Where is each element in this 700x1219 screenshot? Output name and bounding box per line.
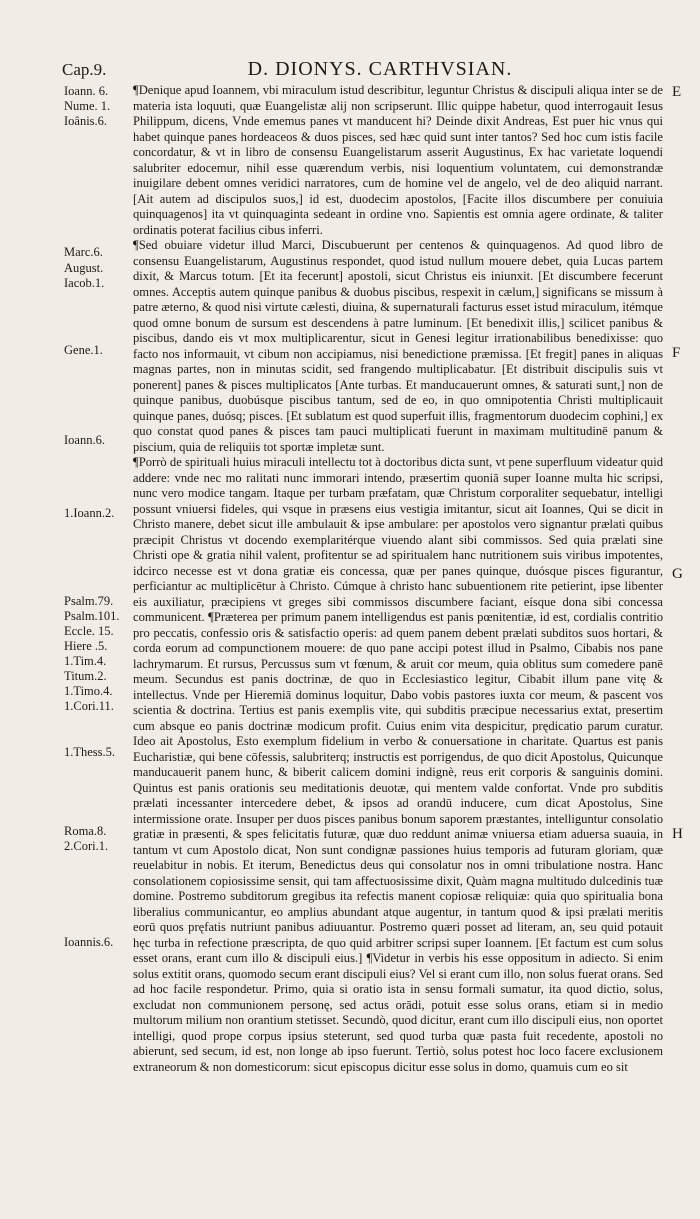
margin-ref: Ioann. 6.: [64, 84, 109, 98]
section-letter: G: [672, 566, 683, 582]
paragraph: ¶Porrò de spirituali huius miraculi intellectu tot à doctoribus dicta sunt, vt pene superfluum videatur quid addere: vnde nec mo ralitati nunc immorari intendo, præsertim quoniā super Ioanne multa hic scripsi, nunc vero modice tangam. Itaque per turbam præfatam, quæ Christum corporaliter sequebatur, intelligi possunt vniuersi fideles, qui vsque in præsens eius vestigia imitantur, sicut ait Ioannes, Qui se dicit in Christo manere, debet sicut ille ambulauit & ipse ambulare: per apostolos vero signantur prælati quibus præcipit Christus vt docendo exemplaritérque viuendo alant sibi commissos. Sed quia prælati sine Christi ope & gratia nihil valent, profitentur se ad spiritualem hanc nutritionem suis viribus impotentes, idcirco necesse est vt dona gratiæ eis concessa, quæ per panes quinque, duósque pisces figurantur, perficiantur ac multiplicētur à Christo. Cúmque à christo hanc subuentionem rite petierint, ipse libenter eis auxiliatur, præcipiens vt greges sibi commissos discumbere faciant, eísque dona sibi concessa communicent. ¶Præterea per primum panem intelligendus est panis pœnitentiæ, id est, cordialis contritio pro peccatis, confessio oris & satisfactio operis: ad quem panem debent prælati subditos suos hortari, & corda eorum ad compunctionem mouere: de quo pane accipi potest illud in Psalmo, Cibabis nos pane lachrymarum. Et rursus, Percussus sum vt fœnum, & aruit cor meum, quia oblitus sum comedere panē meum. Secundus est panis doctrinæ, de quo in Ecclesiastico legitur, Cibabit illum pane vitę & intellectus. Vnde per Hieremiā dominus loquitur, Dabo vobis pastores iuxta cor meum, & pascent vos scientia & doctrina. Tertius est panis exemplis vite, qui subditis præcipue necessarius extat, presertim cum absque eo panis doctrinæ modicum profit. Cuius enim vita despicitur, prędicatio parum curatur. Ideo ait Apostolus, Esto exemplum fidelium in verbo & conuersatione in charitate. Quartus est panis Eucharistiæ, qui bene cōfessis, salubriterq; instructis est porrigendus, de quo dicit Apostolus, Quicunque manducauerit panem hunc, & biberit calicem domini indignè, reus erit corporis & sanguinis domini. Quintus est panis orationis seu meditationis deuotæ, qui mentem valde confortat. Vnde pro subditis prælati incessanter intercedere debet, & ipsos ad orandū inducere, cum dicat Apostolus, Sine intermissione orate. Insuper per duos pisces panibus bonum saporem præstantes, intelliguntur consolatio gratiæ in præsenti, & spes felicitatis futuræ, quæ duo reddunt animæ vniuersa etiam aduersa suauia, in tantum vt cum Apostolo dicat, Non sunt condignæ passiones huius temporis ad futuram gloriam, quæ reuelabitur in nobis. Et iterum, Benedictus deus qui consolatur nos in omni tribulatione nostra. Hanc consolationem copiosissime sensit, qui tam affectuosissime dixit, Quàm magna multitudo dulcedinis tuæ domine. Postremo subditorum gregibus ita refectis manent copiosæ reliquiæ: quia quo spiritualia bona liberalius communicantur, eo amplius abundant atque augentur, in tantum quod & ipsi prælati meritis eorū quos pręfatis nutriunt panibus adiuuantur. Postremo quæri posset ad literam, an, seu quid potauit hęc turba in refectione præscripta, de quo quid arbitrer scripsi super Ioannem. [Et factum est cum solus esset orans, erant cum illo & discipuli eius.] ¶Videtur in verbis his esse oppositum in adiecto. Si enim solus extitit orans, quomodo secum erant discipuli eius? Vel si erant cum illo, non solus fuerat orans. Sed ad hoc facile respondetur. Primo, quia si oratio ista in sensu formali sumatur, ita quod dictio, solus, excludat non communionem personę, sed actus orādi, potuit esse solus orans, etiam si in medio multorum milium non orantium stetisset. Secundò, quod dicitur, erant cum illo discipuli eius, non oportet intelligi, quod prope corpus ipsius steterunt, sed quod turba quæ pasta fuit recedente, apostoli no abierunt, sed secum, id est, non longe ab ipso fuerunt. Tertiò, solus potest hoc loco facere exclusionem extraneorum & non domesticorum: sicut episcopus dicitur esse solus in domo, quamuis cum eo sit: [133, 455, 663, 1074]
margin-ref: Nume. 1.: [64, 99, 111, 113]
margin-ref: Gene.1.: [64, 343, 103, 357]
margin-ref: Psalm.101.: [64, 609, 120, 623]
margin-ref: 1.Tim.4.: [64, 654, 107, 668]
chapter-label: Cap.9.: [62, 60, 107, 79]
margin-ref: Titum.2.: [64, 669, 107, 683]
margin-ref: Ioannis.6.: [64, 935, 114, 949]
section-letter: E: [672, 84, 682, 100]
margin-ref: Iacob.1.: [64, 276, 105, 290]
paragraph: ¶Denique apud Ioannem, vbi miraculum istud describitur, leguntur Christus & discipuli aliqua inter se de materia ista loquuti, quæ Euangelistæ alij non scripserunt. Illic quippe habetur, quod interrogauit Iesus Philippum, dicens, Vnde ememus panes vt manducent hi? Deinde dixit Andreas, Est puer hic vnus qui habet quinque panes hordeaceos & duos pisces, sed hæc quid sunt inter tantos? Sed hoc cum istis facile concordatur, & vt in libro de consensu Euangelistarum asserit Augustinus, Ex hac varietate loquendi salubriter edocemur, nihil esse quærendum verbis, nisi loquentium voluntatem, cui demonstrandæ inuigilare debent omnes veridici narratores, cum de homine vel de angelo, vel de deo aliquid narrant. [Ait autem ad discipulos suos,] id est, duodecim apostolos, [Facite illos discumbere per conuiuia quinquagenos] ita vt quinquaginta sedeant in ordine vno. Sapientis est omnia agere ordinate, & taliter ordinatis poterat facilius cibus inferri.: [133, 83, 663, 237]
margin-ref: 1.Cori.11.: [64, 699, 114, 713]
margin-ref: Ioann.6.: [64, 433, 105, 447]
margin-ref: Roma.8.: [64, 824, 107, 838]
margin-ref: 2.Cori.1.: [64, 839, 109, 853]
page-title: D. DIONYS. CARTHVSIAN.: [247, 58, 513, 80]
margin-ref: Psalm.79.: [64, 594, 114, 608]
margin-ref: Hiere .5.: [64, 639, 108, 653]
margin-ref: 1.Ioann.2.: [64, 506, 115, 520]
margin-ref: Marc.6.: [64, 245, 103, 259]
margin-ref: 1.Thess.5.: [64, 745, 116, 759]
margin-ref: Eccle. 15.: [64, 624, 114, 638]
paragraph: ¶Sed obuiare videtur illud Marci, Discubuerunt per centenos & quinquagenos. Ad quod libro de consensu Euangelistarum, Augustinus respondet, quod istud nullum mouere debet, quia Lucas partem dixit, & Marcus totum. [Et ita fecerunt] apostoli, sicut Christus eis iniunxit. [Et discumbere fecerunt omnes. Acceptis autem quinque panibus & duobus piscibus, respexit in cælum,] significans se missum à patre æterno, & quod nisi virtute cælesti, diuina, & supernaturali facturus esset istud miraculum, itémque quod omne bonum de sursum est descendens à patre luminum. [Et benedixit illis,] scilicet panibus & piscibus, dando eis vt mox multiplicarentur, sicut in Genesi legitur irrationabilibus benedixisse: quo facto nos informauit, vt cibum non accipiamus, nisi benedictione præmissa. [Et fregit] panes in aliquas magnas partes, non in minutas scidit, sed frangendo multiplicabatur. [Et distribuit discipulis suis vt ponerent] panes & pisces multiplicatos [Ante turbas. Et manducauerunt omnes, & saturati sunt,] non de quinque panibus, duobúsque piscibus tantum, sed de eo, in quo omnipotentia Christi multiplicauit quinque panes, duósq; pisces. [Et sublatum est quod superfuit illis, fragmentorum duodecim cophini,] ex quo constat quod panes & pisces tam pauci multiplicati fuerunt in maximam multitudinē panum & piscium, quia de reliquiis tot sportæ impletæ sunt.: [133, 238, 663, 454]
body-text: [133, 83, 663, 1075]
margin-ref: Ioânis.6.: [64, 114, 108, 128]
section-letter: F: [672, 345, 681, 361]
margin-ref: 1.Timo.4.: [64, 684, 113, 698]
margin-ref: August.: [64, 261, 104, 275]
section-letter: H: [672, 826, 683, 842]
running-head: [0, 58, 700, 84]
